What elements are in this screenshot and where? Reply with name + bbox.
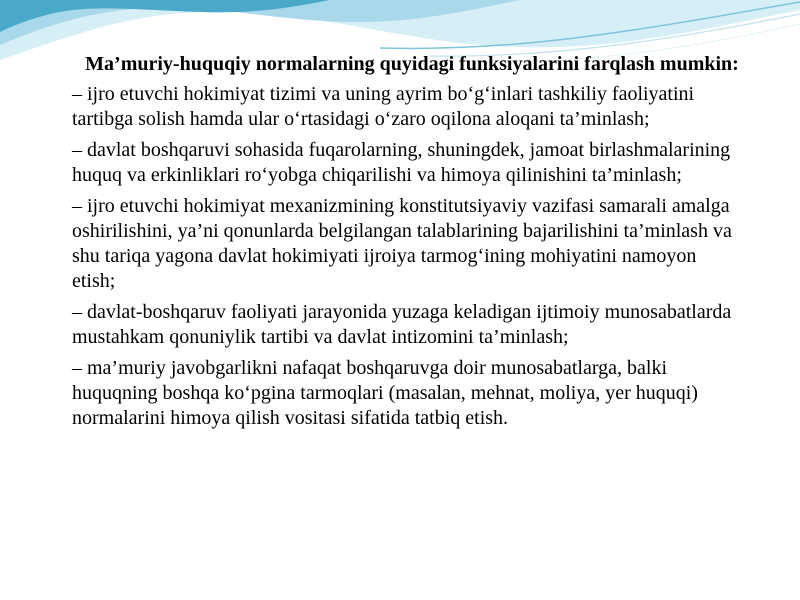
list-item: – ijro etuvchi hokimiyat mexanizmining konstitutsiyaviy vazifasi samarali amalga oshirilishini, ya’ni qonunlarda belgilangan talablarining bajarilishini ta’minlash va shu tariqa yagona davlat hokimiyati ijroiya tarmog‘ining mohiyatini namoyon etish; — [72, 195, 732, 292]
list-item: – davlat-boshqaruv faoliyati jarayonida yuzaga keladigan ijtimoiy munosabatlarda mustahkam qonuniylik tartibi va davlat intizomini ta’minlash; — [72, 301, 732, 348]
list-item: – ijro etuvchi hokimiyat tizimi va uning ayrim bo‘g‘inlari tashkiliy faoliyatini tartibga solish hamda ular o‘rtasidagi o‘zaro oqilona aloqani ta’minlash; — [72, 83, 695, 130]
slide-title: Ma’muriy-huquqiy normalarning quyidagi funksiyalarini farqlash mumkin: — [85, 53, 739, 75]
bullet-list — [72, 82, 740, 431]
list-item: – davlat boshqaruvi sohasida fuqarolarning, shuningdek, jamoat birlashmalarining huquq va erkinliklari ro‘yobga chiqarilishi va himoya qilinishini ta’minlash; — [72, 139, 731, 186]
slide-content — [72, 52, 740, 437]
list-item: – ma’muriy javobgarlikni nafaqat boshqaruvga doir munosabatlarga, balki huquqning boshqa ko‘pgina tarmoqlari (masalan, mehnat, moliya, yer huquqi) normalarini himoya qilish vositasi sifatida tatbiq etish. — [72, 357, 698, 429]
